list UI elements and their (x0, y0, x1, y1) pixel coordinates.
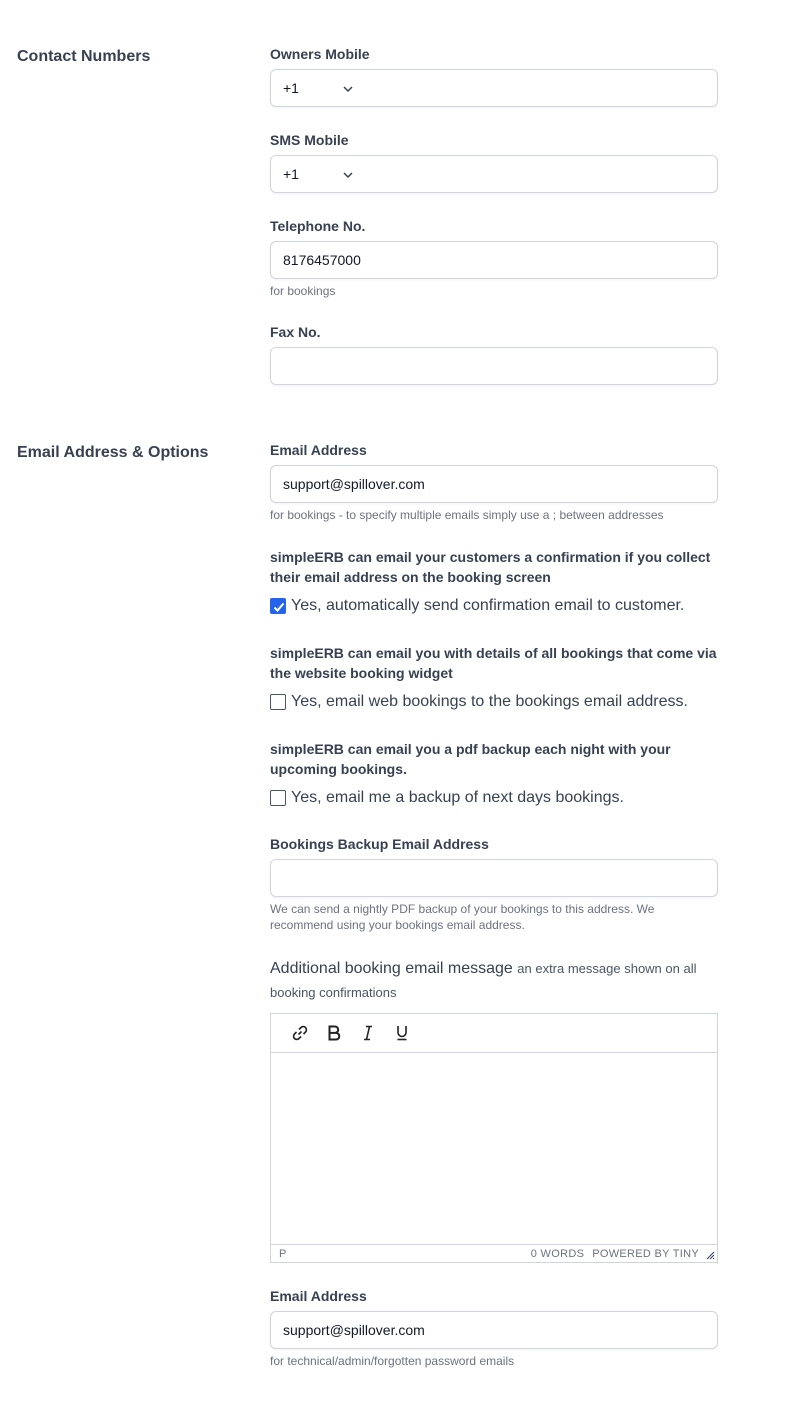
editor-statusbar (271, 1244, 717, 1262)
email-address-input[interactable] (270, 465, 718, 503)
additional-message-label (270, 957, 725, 1005)
bold-icon[interactable] (317, 1019, 351, 1047)
email-address-help: for bookings - to specify multiple emails simply use a ; between addresses (270, 508, 664, 522)
chevron-down-icon[interactable] (341, 82, 355, 96)
chevron-down-icon[interactable] (341, 168, 355, 182)
underline-icon[interactable] (385, 1019, 419, 1047)
country-code-select[interactable]: +1 (283, 80, 299, 96)
fax-input[interactable] (270, 347, 718, 385)
confirmation-checkbox-label[interactable]: Yes, automatically send confirmation email to customer. (291, 597, 685, 614)
backup-checkbox-label[interactable]: Yes, email me a backup of next days bookings. (291, 789, 624, 806)
admin-email-input[interactable] (270, 1311, 718, 1349)
web-bookings-description: simpleERB can email you with details of all bookings that come via the website booking widget (270, 645, 717, 681)
admin-email-help: for technical/admin/forgotten password emails (270, 1354, 515, 1368)
additional-message-sublabel: an extra message shown on all booking confirmations (270, 961, 697, 1000)
resize-handle-icon[interactable] (705, 1250, 715, 1260)
sms-mobile-label: SMS Mobile (270, 132, 349, 148)
backup-checkbox-row[interactable] (270, 789, 624, 807)
confirmation-description: simpleERB can email your customers a confirmation if you collect their email address on the booking screen (270, 549, 711, 585)
backup-email-input[interactable] (270, 859, 718, 897)
web-bookings-checkbox-row[interactable] (270, 693, 688, 711)
backup-description: simpleERB can email you a pdf backup each night with your upcoming bookings. (270, 741, 671, 777)
web-bookings-checkbox-label[interactable]: Yes, email web bookings to the bookings email address. (291, 693, 688, 710)
section-title-contact-numbers: Contact Numbers (17, 48, 151, 65)
editor-word-count[interactable]: 0 WORDS (530, 1247, 585, 1260)
backup-checkbox[interactable] (270, 790, 286, 806)
country-code-select[interactable]: +1 (283, 166, 299, 182)
web-bookings-checkbox[interactable] (270, 694, 286, 710)
italic-icon[interactable] (351, 1019, 385, 1047)
admin-email-label: Email Address (270, 1288, 367, 1304)
owners-mobile-label: Owners Mobile (270, 46, 370, 62)
backup-email-help: We can send a nightly PDF backup of your bookings to this address. We recommend using your bookings email address. (270, 902, 655, 932)
email-address-value: support@spillover.com (283, 476, 425, 492)
rich-text-editor[interactable] (270, 1013, 718, 1263)
check-icon (272, 600, 286, 614)
confirmation-checkbox-row[interactable] (270, 597, 684, 615)
sms-mobile-field[interactable] (270, 155, 718, 193)
telephone-value: 8176457000 (283, 252, 361, 268)
backup-email-label: Bookings Backup Email Address (270, 836, 489, 852)
telephone-label: Telephone No. (270, 218, 366, 234)
owners-mobile-field[interactable] (270, 69, 718, 107)
editor-content-area[interactable] (271, 1053, 717, 1245)
section-title-email-options: Email Address & Options (17, 444, 209, 461)
link-icon[interactable] (283, 1019, 317, 1047)
additional-message-title: Additional booking email message (270, 960, 513, 977)
powered-by-tiny-link[interactable]: POWERED BY TINY (592, 1247, 699, 1260)
admin-email-value: support@spillover.com (283, 1322, 425, 1338)
email-address-label: Email Address (270, 442, 367, 458)
fax-label: Fax No. (270, 324, 321, 340)
editor-toolbar (271, 1014, 717, 1053)
telephone-input[interactable] (270, 241, 718, 279)
telephone-help: for bookings (270, 284, 336, 298)
editor-element-path[interactable]: P (279, 1247, 287, 1260)
confirmation-checkbox[interactable] (270, 598, 286, 614)
